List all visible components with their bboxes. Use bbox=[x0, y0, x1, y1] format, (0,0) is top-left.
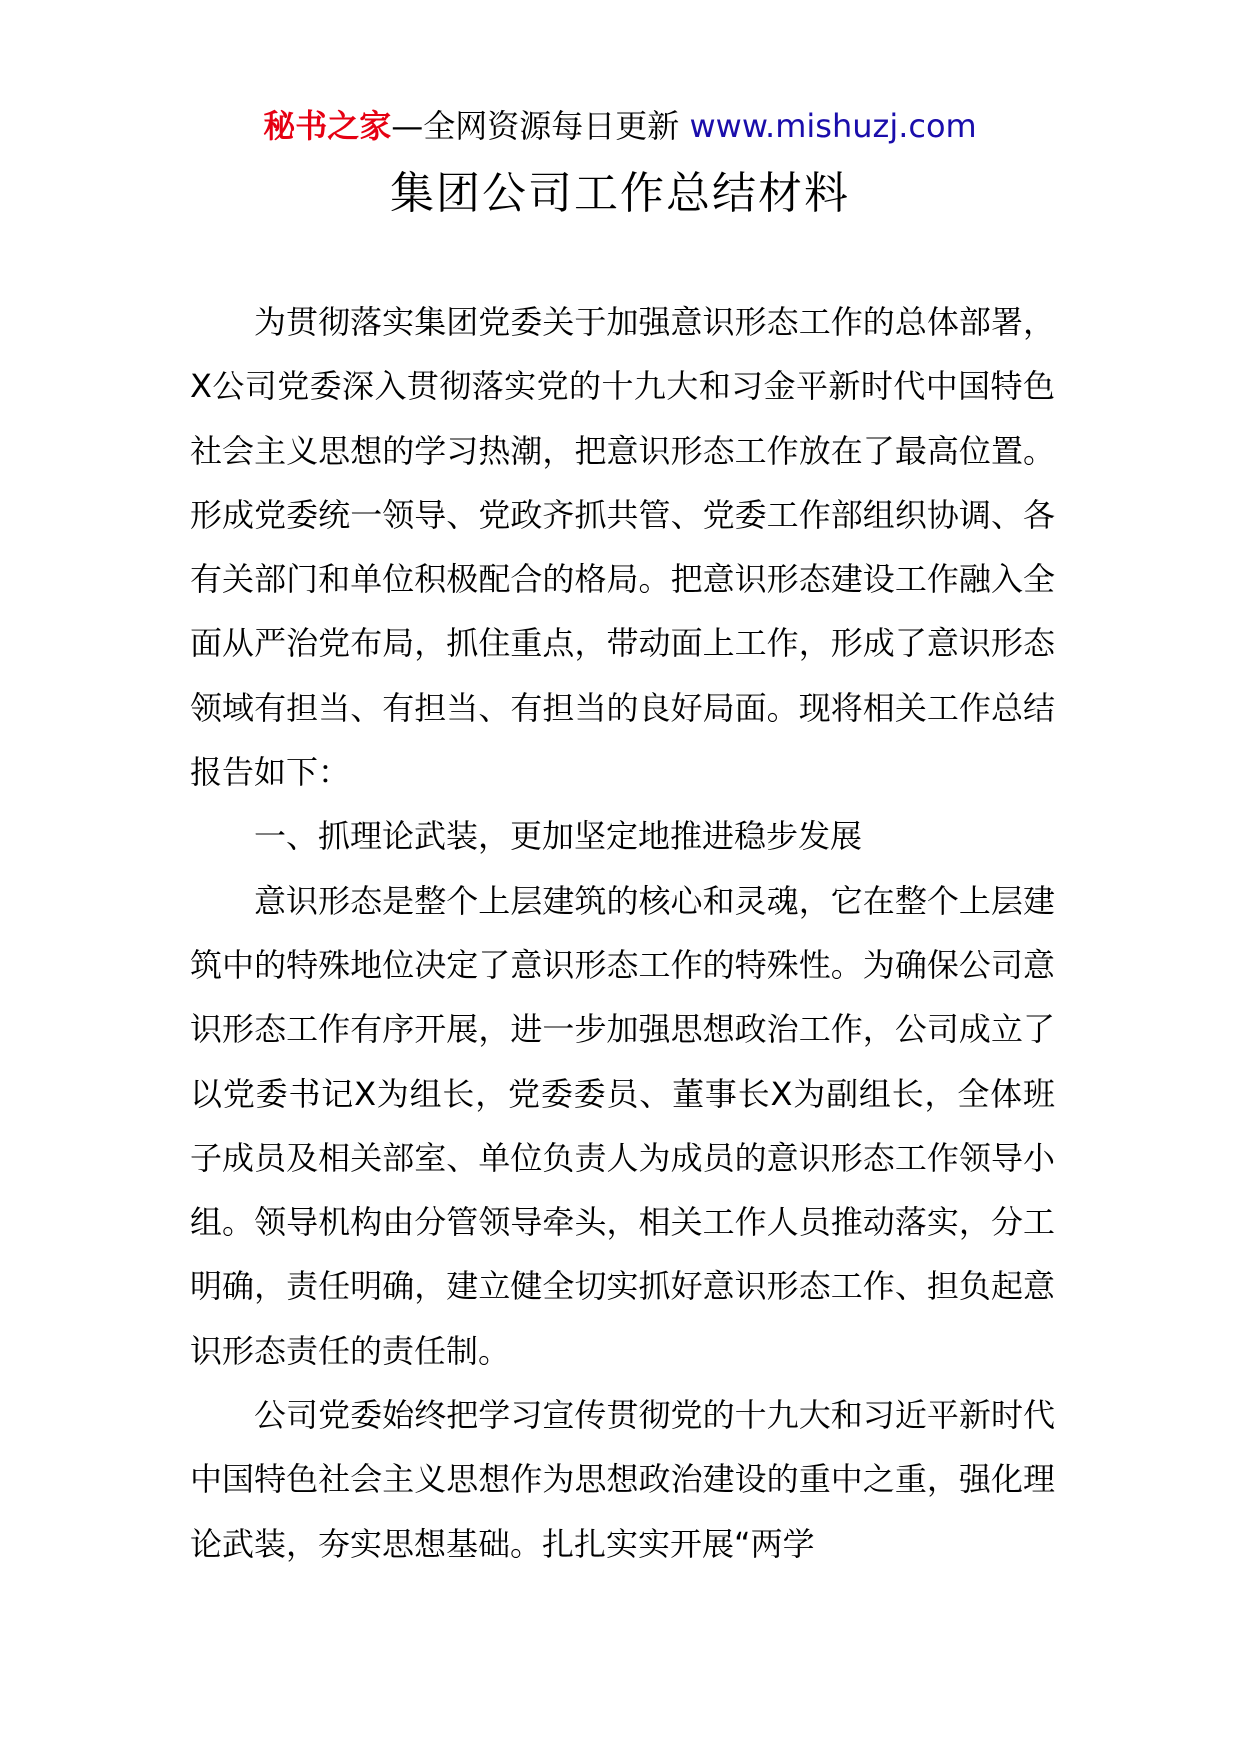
document-body bbox=[190, 290, 1055, 1576]
site-url-link[interactable]: www.mishuzj.com bbox=[689, 107, 977, 145]
site-brand: 秘书之家 bbox=[263, 107, 392, 145]
section-heading-1: 一、抓理论武装，更加坚定地推进稳步发展 bbox=[254, 817, 863, 856]
site-tagline: —全网资源每日更新 bbox=[391, 107, 690, 145]
paragraph-intro: 为贯彻落实集团党委关于加强意识形态工作的总体部署，X公司党委深入贯彻落实党的十九大和习金平新时代中国特色社会主义思想的学习热潮，把意识形态工作放在了最高位置。形成党委统一领导、党政齐抓共管、党委工作部组织协调、各有关部门和单位积极配合的格局。把意识形态建设工作融入全面从严治党布局，抓住重点，带动面上工作，形成了意识形态领域有担当、有担当、有担当的良好局面。现将相关工作总结报告如下： bbox=[190, 303, 1055, 792]
document-title: 集团公司工作总结材料 bbox=[390, 168, 850, 219]
site-banner bbox=[0, 104, 1240, 148]
paragraph-study: 公司党委始终把学习宣传贯彻党的十九大和习近平新时代中国特色社会主义思想作为思想政治建设的重中之重，强化理论武装，夯实思想基础。扎扎实实开展“两学 bbox=[190, 1396, 1055, 1563]
paragraph-ideology: 意识形态是整个上层建筑的核心和灵魂，它在整个上层建筑中的特殊地位决定了意识形态工作的特殊性。为确保公司意识形态工作有序开展，进一步加强思想政治工作，公司成立了以党委书记X为组长，党委委员、董事长X为副组长，全体班子成员及相关部室、单位负责人为成员的意识形态工作领导小组。领导机构由分管领导牵头，相关工作人员推动落实，分工明确，责任明确，建立健全切实抓好意识形态工作、担负起意识形态责任的责任制。 bbox=[190, 881, 1055, 1370]
